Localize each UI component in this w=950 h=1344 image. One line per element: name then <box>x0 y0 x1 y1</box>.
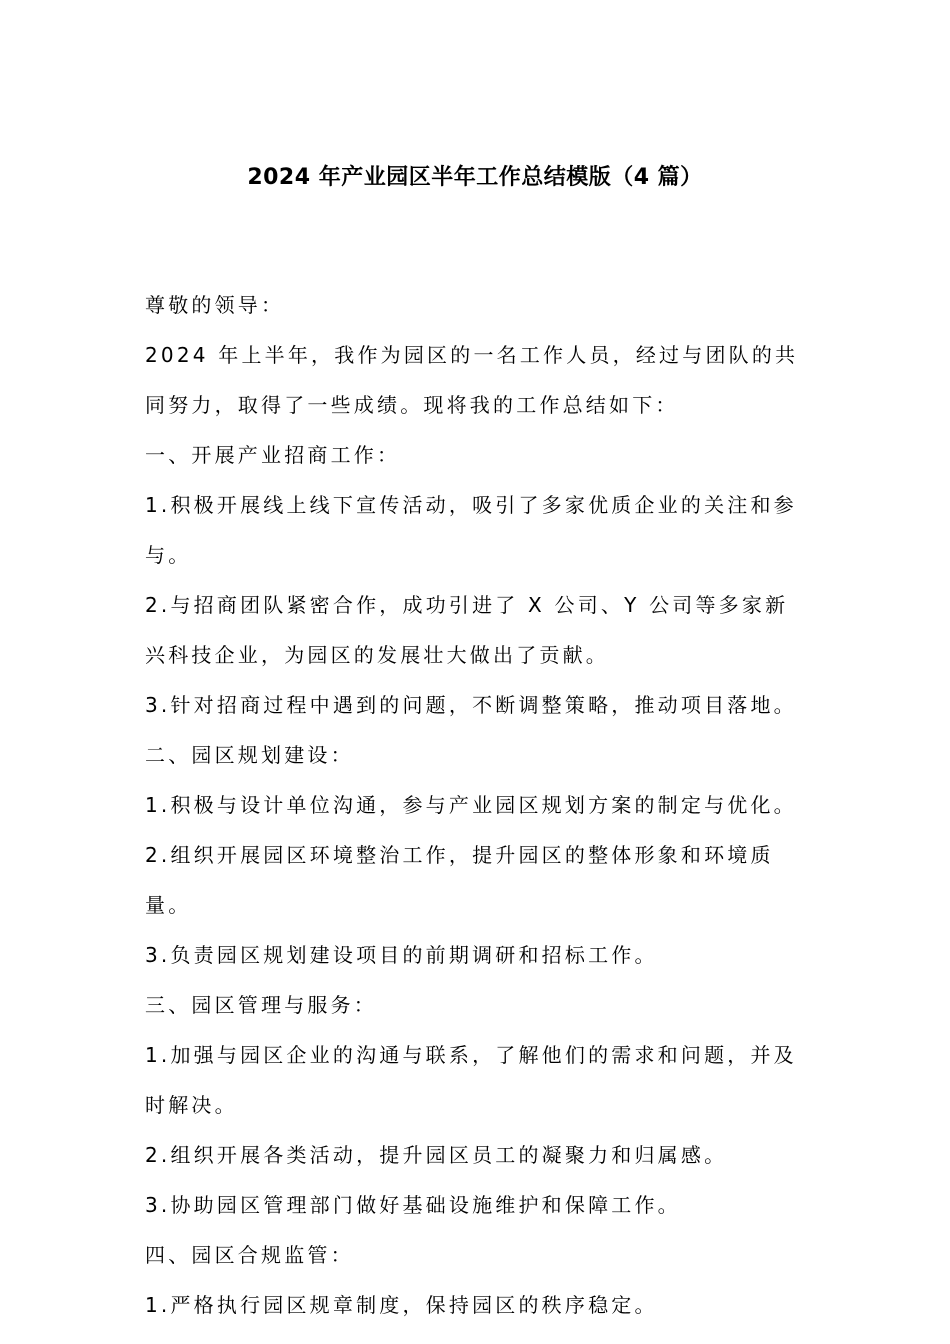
list-item: 1.积极与设计单位沟通，参与产业园区规划方案的制定与优化。 <box>145 793 797 817</box>
list-item: 3.针对招商过程中遇到的问题，不断调整策略，推动项目落地。 <box>145 693 797 717</box>
list-item: 3.负责园区规划建设项目的前期调研和招标工作。 <box>145 943 658 967</box>
list-item: 1.积极开展线上线下宣传活动，吸引了多家优质企业的关注和参与。 <box>145 493 797 567</box>
section-heading: 三、园区管理与服务： <box>145 993 377 1017</box>
list-item: 3.协助园区管理部门做好基础设施维护和保障工作。 <box>145 1193 681 1217</box>
list-item: 2.组织开展园区环境整治工作，提升园区的整体形象和环境质量。 <box>145 843 774 917</box>
list-item: 2.与招商团队紧密合作，成功引进了 X 公司、Y 公司等多家新兴科技企业，为园区的发展壮大做出了贡献。 <box>145 593 789 667</box>
list-item: 1.加强与园区企业的沟通与联系，了解他们的需求和问题，并及时解决。 <box>145 1043 797 1117</box>
salutation: 尊敬的领导： <box>145 293 285 317</box>
section-heading: 二、园区规划建设： <box>145 743 354 767</box>
document-body <box>145 280 810 1330</box>
section-heading: 四、园区合规监管： <box>145 1243 354 1267</box>
list-item: 1.严格执行园区规章制度，保持园区的秩序稳定。 <box>145 1293 658 1317</box>
section-heading: 一、开展产业招商工作： <box>145 443 401 467</box>
list-item: 2.组织开展各类活动，提升园区员工的凝聚力和归属感。 <box>145 1143 728 1167</box>
intro-paragraph: 2024 年上半年，我作为园区的一名工作人员，经过与团队的共同努力，取得了一些成绩。现将我的工作总结如下： <box>145 343 799 417</box>
document-title: 2024 年产业园区半年工作总结模版（4 篇） <box>247 165 703 190</box>
